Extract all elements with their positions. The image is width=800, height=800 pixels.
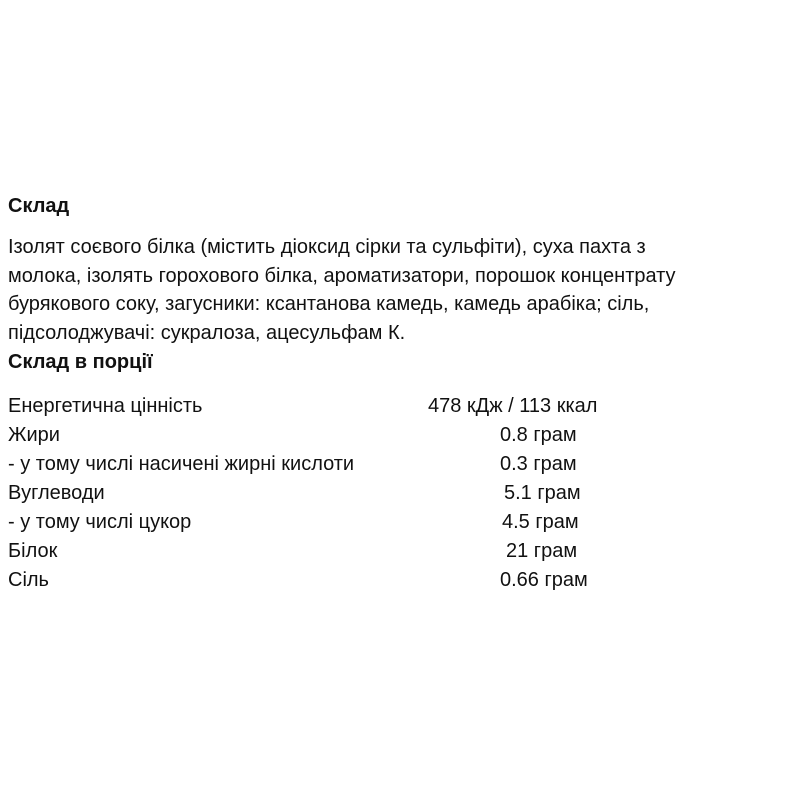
nutrition-row-fat <box>8 421 708 450</box>
nutrition-row-energy <box>8 392 708 421</box>
nutrient-value: 478 кДж / 113 ккал <box>428 395 598 417</box>
nutrition-table <box>8 392 708 595</box>
ingredients-text <box>8 233 798 347</box>
nutrient-value: 4.5 грам <box>502 511 579 533</box>
nutrition-row-sugar <box>8 508 708 537</box>
nutrient-value: 0.3 грам <box>500 453 577 475</box>
nutrient-value: 0.8 грам <box>500 424 577 446</box>
nutrient-label: Енергетична цінність <box>8 395 203 417</box>
nutrient-label: - у тому числі цукор <box>8 511 192 533</box>
ingredients-line: підсолоджувачі: сукралоза, ацесульфам К. <box>8 321 406 344</box>
nutrient-value: 21 грам <box>506 540 578 562</box>
ingredients-heading: Склад <box>8 195 70 217</box>
ingredients-line: Ізолят соєвого білка (містить діоксид сірки та сульфіти), суха пахта з <box>8 236 646 258</box>
nutrient-value: 0.66 грам <box>500 569 588 591</box>
ingredients-line: молока, ізолять горохового білка, ароматизатори, порошок концентрату <box>8 264 676 287</box>
nutrient-label: Вуглеводи <box>8 482 105 504</box>
nutrient-label: Білок <box>8 540 58 562</box>
ingredients-line: бурякового соку, загусники: ксантанова камедь, камедь арабіка; сіль, <box>8 293 650 315</box>
nutrition-row-protein <box>8 537 708 566</box>
nutrient-label: Сіль <box>8 569 49 591</box>
nutrient-label: Жири <box>8 424 60 446</box>
nutrition-row-saturated-fat <box>8 450 708 479</box>
nutrition-row-carbohydrates <box>8 479 708 508</box>
nutrient-label: - у тому числі насичені жирні кислоти <box>8 453 355 475</box>
serving-heading: Склад в порції <box>8 351 153 373</box>
nutrient-value: 5.1 грам <box>504 482 581 504</box>
nutrition-row-salt <box>8 566 708 595</box>
